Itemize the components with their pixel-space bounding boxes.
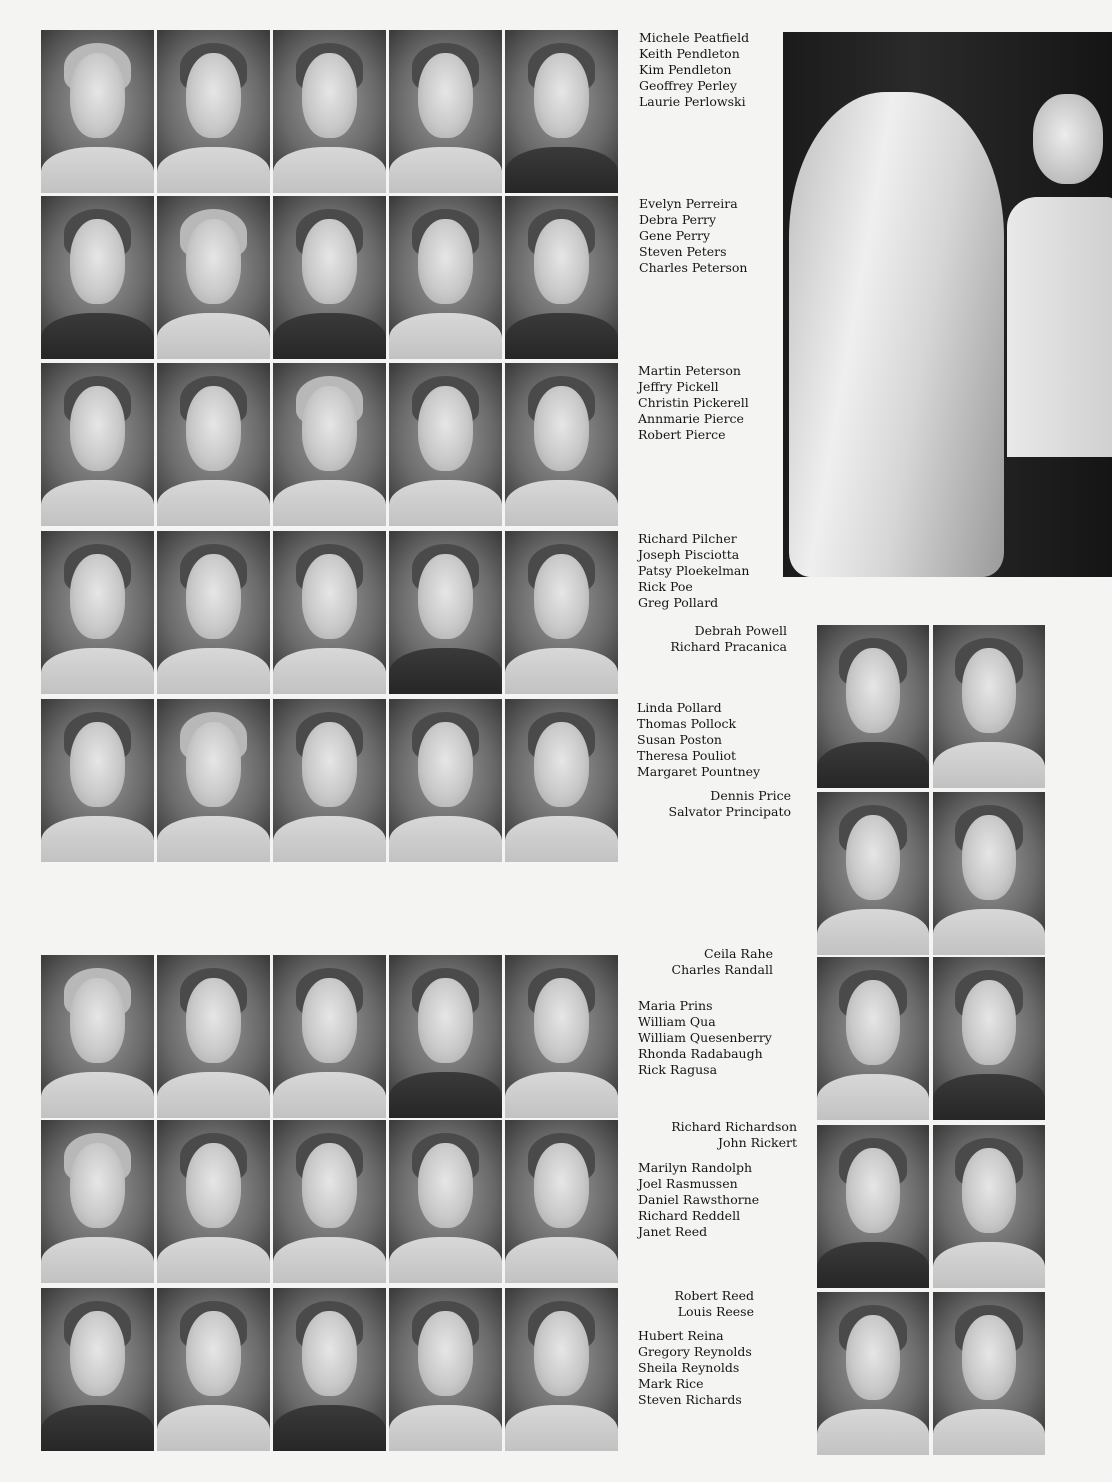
portrait-head [846,1315,900,1400]
student-portrait [157,699,270,862]
student-portrait [41,196,154,359]
portrait-head [302,53,356,138]
student-portrait [389,1288,502,1451]
portrait-head [534,219,588,304]
student-portrait [505,531,618,694]
portrait-shoulders [41,480,154,526]
portrait-shoulders [41,648,154,694]
portrait-shoulders [817,1074,929,1120]
student-portrait [505,196,618,359]
portrait-shoulders [273,648,386,694]
portrait-shoulders [817,742,929,788]
portrait-head [534,722,588,807]
portrait-head [186,386,240,471]
student-portrait [505,699,618,862]
name-list-g8 [640,946,773,978]
student-name: Steven Peters [639,244,727,259]
student-portrait [157,1288,270,1451]
man-figure [1007,197,1112,457]
portrait-head [962,980,1016,1065]
student-portrait [41,1120,154,1283]
student-portrait [157,30,270,193]
portrait-head [186,978,240,1063]
portrait-shoulders [273,816,386,862]
portrait-shoulders [817,1409,929,1455]
portrait-head [70,1311,124,1396]
portrait-head [70,1143,124,1228]
portrait-shoulders [41,313,154,359]
student-name: Louis Reese [677,1304,754,1319]
portrait-head [186,1143,240,1228]
portrait-shoulders [505,1072,618,1118]
portrait-head [186,722,240,807]
student-name: William Quesenberry [638,1030,772,1045]
student-name: Patsy Ploekelman [638,563,750,578]
student-portrait [933,1292,1045,1455]
student-name: Dennis Price [710,788,791,803]
student-name: Steven Richards [638,1392,742,1407]
portrait-shoulders [817,909,929,955]
portrait-shoulders [273,1405,386,1451]
portrait-shoulders [505,816,618,862]
student-portrait [505,1120,618,1283]
portrait-shoulders [933,1242,1045,1288]
student-name: Michele Peatfield [639,30,750,45]
student-name: Mark Rice [638,1376,704,1391]
portrait-head [302,1311,356,1396]
portrait-head [418,386,472,471]
portrait-shoulders [933,742,1045,788]
stage-candid-photo [783,32,1112,577]
student-portrait [933,792,1045,955]
portrait-head [534,1143,588,1228]
portrait-shoulders [41,1072,154,1118]
student-portrait [273,531,386,694]
student-name: Rhonda Radabaugh [638,1046,763,1061]
student-name: Greg Pollard [638,595,719,610]
portrait-head [302,554,356,639]
student-name: Jeffry Pickell [638,379,719,394]
portrait-shoulders [157,313,270,359]
student-portrait [389,699,502,862]
student-name: Robert Pierce [638,427,726,442]
student-portrait [157,531,270,694]
student-portrait [41,955,154,1118]
portrait-shoulders [157,480,270,526]
student-name: Charles Peterson [639,260,748,275]
student-name: Salvator Principato [668,804,791,819]
portrait-shoulders [41,816,154,862]
student-name: Hubert Reina [638,1328,724,1343]
portrait-shoulders [933,1074,1045,1120]
portrait-shoulders [505,147,618,193]
portrait-shoulders [157,1405,270,1451]
student-name: Rick Poe [638,579,693,594]
student-name: William Qua [638,1014,716,1029]
portrait-head [186,53,240,138]
student-name: Robert Reed [674,1288,754,1303]
name-list-g3 [638,363,749,443]
student-name: Debra Perry [639,212,717,227]
student-name: Gene Perry [639,228,711,243]
student-name: Laurie Perlowski [639,94,746,109]
portrait-head [302,219,356,304]
student-name: Daniel Rawsthorne [638,1192,760,1207]
portrait-head [186,219,240,304]
portrait-head [70,386,124,471]
portrait-shoulders [41,1237,154,1283]
name-list-g5 [640,623,787,655]
portrait-shoulders [157,648,270,694]
student-portrait [817,957,929,1120]
name-list-g12 [640,1288,754,1320]
portrait-head [70,219,124,304]
student-name: Joseph Pisciotta [638,547,740,562]
portrait-head [534,554,588,639]
student-portrait [505,955,618,1118]
student-name: Maria Prins [638,998,713,1013]
portrait-shoulders [389,648,502,694]
student-portrait [505,363,618,526]
student-portrait [273,699,386,862]
student-name: John Rickert [718,1135,797,1150]
portrait-shoulders [389,313,502,359]
student-portrait [41,699,154,862]
student-portrait [273,363,386,526]
student-portrait [933,1125,1045,1288]
student-name: Kim Pendleton [639,62,732,77]
portrait-head [534,386,588,471]
student-portrait [273,30,386,193]
student-portrait [817,792,929,955]
portrait-head [418,53,472,138]
portrait-shoulders [273,147,386,193]
name-list-g4 [638,531,749,611]
portrait-head [70,554,124,639]
student-portrait [157,196,270,359]
portrait-head [846,980,900,1065]
student-name: Christin Pickerell [638,395,749,410]
portrait-shoulders [273,1072,386,1118]
student-name: Richard Pilcher [638,531,737,546]
name-list-g13 [638,1328,752,1408]
student-portrait [933,625,1045,788]
portrait-head [418,1311,472,1396]
student-portrait [41,30,154,193]
student-portrait [273,1288,386,1451]
student-name: Debrah Powell [694,623,787,638]
student-portrait [817,1292,929,1455]
portrait-head [962,648,1016,733]
sheet-costume-figure [789,92,1004,577]
student-name: Joel Rasmussen [638,1176,738,1191]
student-portrait [389,363,502,526]
portrait-shoulders [817,1242,929,1288]
student-name: Richard Richardson [671,1119,797,1134]
portrait-shoulders [41,147,154,193]
portrait-shoulders [389,1405,502,1451]
student-portrait [157,955,270,1118]
portrait-shoulders [273,480,386,526]
student-portrait [933,957,1045,1120]
student-portrait [273,196,386,359]
portrait-head [186,1311,240,1396]
portrait-head [302,386,356,471]
student-name: Marilyn Randolph [638,1160,753,1175]
student-portrait [817,1125,929,1288]
student-name: Sheila Reynolds [638,1360,740,1375]
student-name: Annmarie Pierce [638,411,744,426]
name-list-g6 [637,700,760,780]
student-name: Ceila Rahe [704,946,773,961]
student-name: Evelyn Perreira [639,196,738,211]
student-name: Theresa Pouliot [637,748,737,763]
portrait-head [418,1143,472,1228]
portrait-head [534,1311,588,1396]
portrait-head [846,1148,900,1233]
student-name: Thomas Pollock [637,716,737,731]
student-portrait [389,196,502,359]
student-portrait [41,531,154,694]
student-portrait [389,30,502,193]
student-portrait [41,363,154,526]
student-portrait [41,1288,154,1451]
portrait-shoulders [505,648,618,694]
portrait-shoulders [505,480,618,526]
portrait-shoulders [41,1405,154,1451]
name-list-g10 [640,1119,797,1151]
name-list-g2 [639,196,747,276]
portrait-head [418,978,472,1063]
student-name: Margaret Pountney [637,764,761,779]
name-list-g9 [638,998,772,1078]
name-list-g7 [640,788,791,820]
portrait-head [302,978,356,1063]
portrait-head [418,219,472,304]
portrait-head [534,978,588,1063]
portrait-head [962,815,1016,900]
student-portrait [157,1120,270,1283]
student-name: Martin Peterson [638,363,741,378]
portrait-shoulders [157,1072,270,1118]
portrait-shoulders [157,1237,270,1283]
student-name: Richard Reddell [638,1208,741,1223]
portrait-shoulders [389,1072,502,1118]
student-name: Gregory Reynolds [638,1344,752,1359]
student-portrait [389,531,502,694]
student-portrait [273,1120,386,1283]
portrait-shoulders [273,1237,386,1283]
portrait-shoulders [157,147,270,193]
portrait-head [186,554,240,639]
student-name: Richard Pracanica [670,639,787,654]
student-name: Charles Randall [671,962,773,977]
portrait-head [846,648,900,733]
student-portrait [389,1120,502,1283]
student-portrait [817,625,929,788]
portrait-shoulders [389,480,502,526]
student-name: Geoffrey Perley [639,78,737,93]
student-name: Keith Pendleton [639,46,740,61]
portrait-head [302,1143,356,1228]
portrait-head [418,554,472,639]
portrait-head [302,722,356,807]
student-name: Linda Pollard [637,700,722,715]
student-name: Janet Reed [638,1224,708,1239]
portrait-shoulders [389,1237,502,1283]
student-portrait [389,955,502,1118]
portrait-shoulders [389,816,502,862]
student-portrait [505,1288,618,1451]
portrait-shoulders [505,1405,618,1451]
student-portrait [157,363,270,526]
portrait-shoulders [157,816,270,862]
portrait-head [70,722,124,807]
portrait-head [962,1148,1016,1233]
portrait-head [70,978,124,1063]
student-portrait [273,955,386,1118]
name-list-g1 [639,30,749,110]
portrait-shoulders [933,1409,1045,1455]
portrait-shoulders [505,1237,618,1283]
student-name: Susan Poston [637,732,722,747]
portrait-head [534,53,588,138]
portrait-shoulders [933,909,1045,955]
man-head [1033,94,1103,184]
portrait-shoulders [273,313,386,359]
name-list-g11 [638,1160,759,1240]
portrait-shoulders [389,147,502,193]
portrait-head [70,53,124,138]
portrait-head [962,1315,1016,1400]
portrait-head [846,815,900,900]
student-name: Rick Ragusa [638,1062,718,1077]
student-portrait [505,30,618,193]
portrait-shoulders [505,313,618,359]
portrait-head [418,722,472,807]
